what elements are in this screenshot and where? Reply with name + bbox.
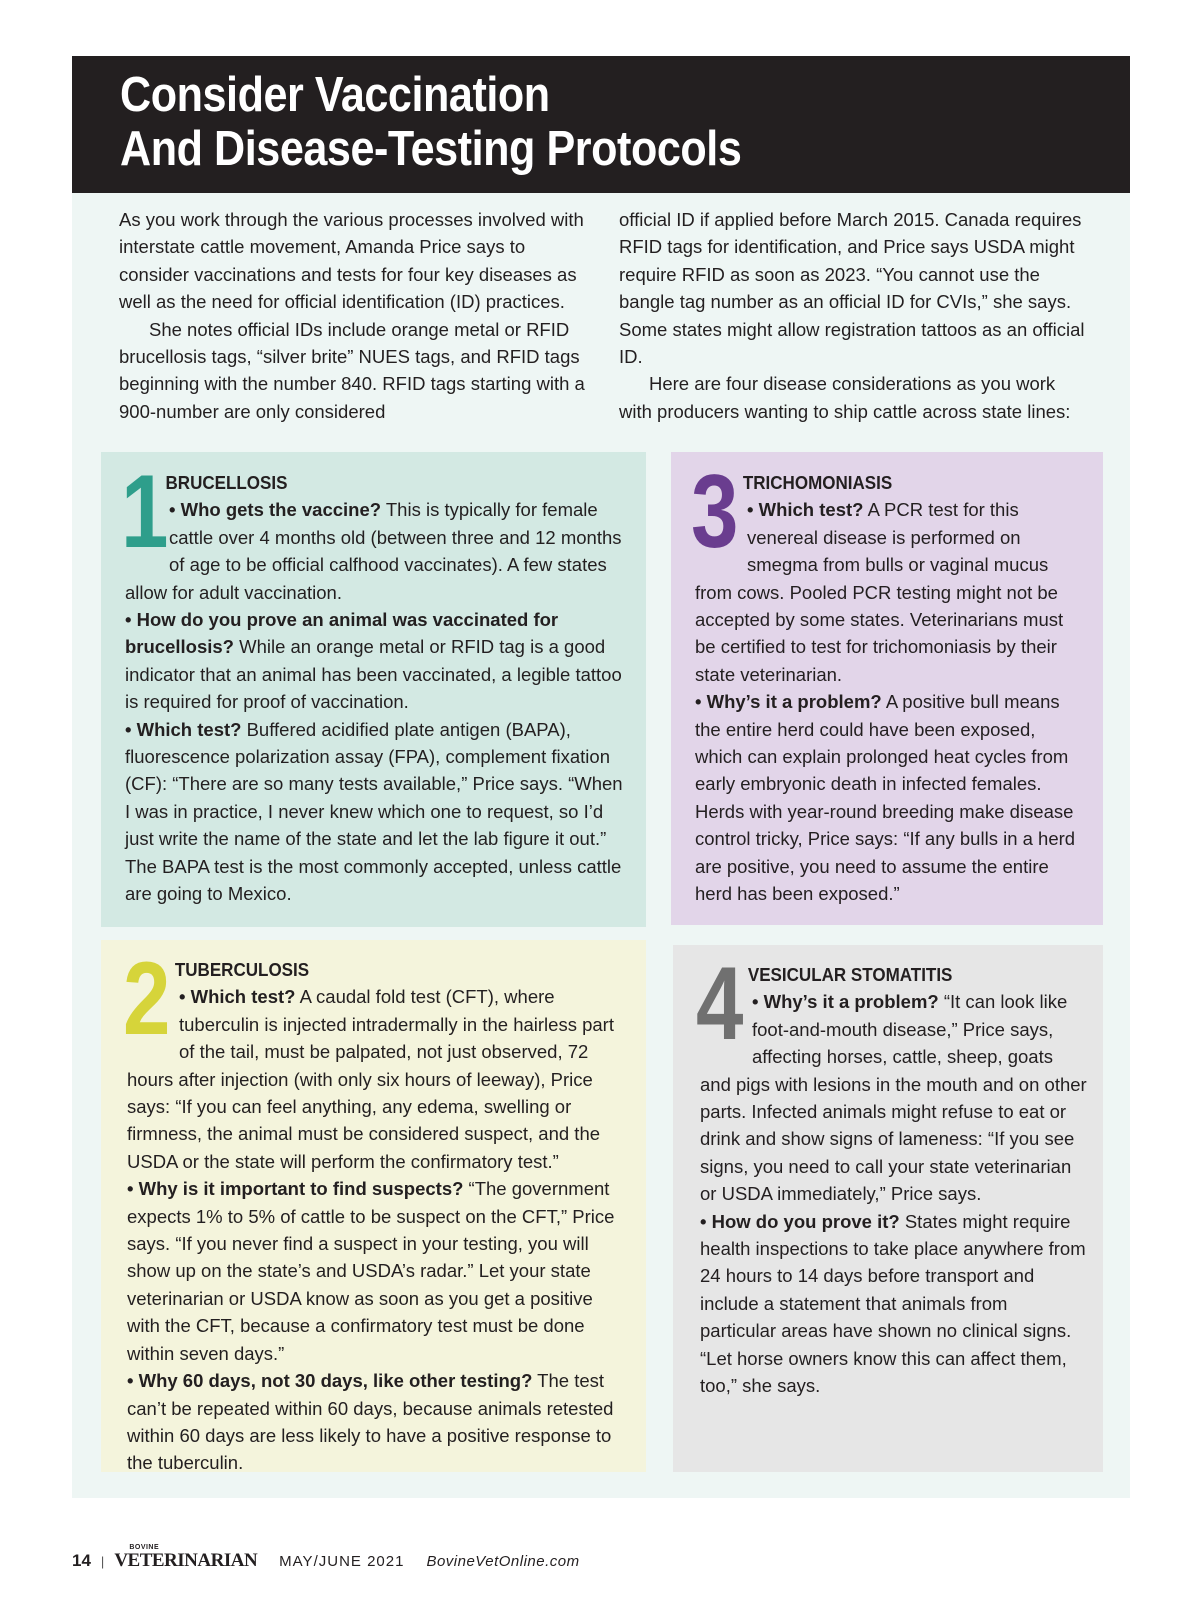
intro-paragraph: official ID if applied before March 2015. Canada requires RFID tags for identification, and Price says USDA might require RFID as soon as 2023. “You cannot use the bangle tag number as an official ID for CVIs,” she says. Some states might allow registration tattoos as an official ID. <box>619 209 1085 368</box>
box-answer: A caudal fold test (CFT), where tuberculin is injected intradermally in the hairless part of the tail, must be palpated, not just observed, 72 hours after injection (with only six hours of leeway), Price says: “If you can feel anything, any edema, swelling or firmness, the animal must be considered suspect, and the USDA or the state will perform the confirmatory test.” <box>127 986 614 1172</box>
box-heading: TRICHOMONIASIS <box>742 472 893 493</box>
box-answer: “The government expects 1% to 5% of cattle to be suspect on the CFT,” Price says. “If you never find a suspect in your testing, you will show up on the state’s and USDA’s radar.” Let your state veterinarian or USDA know as soon as you get a positive with the CFT, because a confirmatory test must be done within seven days.” <box>127 1178 615 1364</box>
box-question: • Why’s it a problem? <box>752 991 939 1013</box>
magazine-logo <box>114 1544 258 1572</box>
box-heading: VESICULAR STOMATITIS <box>747 964 953 985</box>
box-heading: BRUCELLOSIS <box>165 472 288 493</box>
box-item <box>125 606 624 716</box>
intro-column-left <box>119 206 591 425</box>
box-number: 4 <box>696 946 744 1062</box>
title-line-2: And Disease-Testing Protocols <box>120 122 742 176</box>
box-number: 3 <box>691 454 739 570</box>
box-answer: The test can’t be repeated within 60 days, because animals retested within 60 days are less likely to have a positive response to the tuberculin. <box>127 1370 614 1474</box>
intro-paragraph: She notes official IDs include orange metal or RFID brucellosis tags, “silver brite” NUES tags, and RFID tags beginning with the number 840. RFID tags starting with a 900-number are only considered <box>119 318 585 422</box>
box-item <box>127 1175 622 1367</box>
box-item <box>700 1208 1087 1400</box>
box-question: • How do you prove an animal was vaccinated for brucellosis? <box>125 609 559 658</box>
article-title <box>120 68 741 176</box>
box-answer: Buffered acidified plate antigen (BAPA), fluorescence polarization assay (FPA), complement fixation (CF): “There are so many tests available,” Price says. “When I was in practice, I never knew which one to request, so I’d just write the name of the state and let the lab figure it out.” The BAPA test is the most commonly accepted, unless cattle are going to Mexico. <box>125 718 623 905</box>
box-answer: This is typically for female cattle over 4 months old (between three and 12 months of age to be official calfhood vaccinates). A few states allow for adult vaccination. <box>125 499 622 603</box>
box-answer: A positive bull means the entire herd could have been exposed, which can explain prolonged heat cycles from early embryonic death in infected females. Herds with year-round breeding make disease control tricky, Price says: “If any bulls in a herd are positive, you need to assume the entire herd has been exposed.” <box>695 691 1076 905</box>
box-question: • Why’s it a problem? <box>695 691 882 713</box>
logo-text: VETERINARIAN <box>114 1550 258 1571</box>
intro-paragraph: Here are four disease considerations as you work with producers wanting to ship cattle across state lines: <box>619 373 1071 422</box>
vesicular-stomatitis-box <box>673 945 1103 1472</box>
logo-small-text: BOVINE <box>129 1544 160 1551</box>
box-question: • Which test? <box>125 718 242 740</box>
intro-paragraph: As you work through the various processes involved with interstate cattle movement, Amanda Price says to consider vaccinations and tests for four key diseases as well as the need for official identification (ID) practices. <box>119 209 584 313</box>
box-number: 2 <box>123 941 171 1057</box>
box-item <box>127 983 622 1175</box>
box-question: • Which test? <box>179 986 296 1008</box>
box-answer: While an orange metal or RFID tag is a good indicator that an animal has been vaccinated, a legible tattoo is required for proof of vaccination. <box>125 636 622 713</box>
box-question: • Which test? <box>747 499 864 521</box>
box-item <box>695 496 1085 688</box>
website-url: BovineVetOnline.com <box>426 1552 580 1570</box>
box-question: • Who gets the vaccine? <box>169 499 382 521</box>
box-item <box>700 988 1087 1207</box>
footer-separator: | <box>100 1553 105 1569</box>
box-answer: “It can look like foot-and-mouth disease,” Price says, affecting horses, cattle, sheep, goats and pigs with lesions in the mouth and on other parts. Infected animals might refuse to eat or drink and show signs of lameness: “If you see signs, you need to call your state veterinarian or USDA immediately,” Price says. <box>700 991 1087 1205</box>
trichomoniasis-box <box>671 452 1103 925</box>
box-number: 1 <box>121 454 169 570</box>
box-item <box>695 688 1085 907</box>
brucellosis-box <box>101 452 646 927</box>
title-bar <box>72 56 1130 193</box>
box-question: • How do you prove it? <box>700 1210 900 1232</box>
box-item <box>125 496 624 606</box>
box-answer: States might require health inspections to take place anywhere from 24 hours to 14 days before transport and include a statement that animals from particular areas have shown no clinical signs. “Let horse owners know this can affect them, too,” she says. <box>700 1210 1086 1397</box>
box-answer: A PCR test for this venereal disease is performed on smegma from bulls or vaginal mucus from cows. Pooled PCR testing might not be accepted by some states. Veterinarians must be certified to test for trichomoniasis by their state veterinarian. <box>695 499 1064 685</box>
title-line-1: Consider Vaccination <box>120 68 550 122</box>
box-item <box>125 716 624 908</box>
box-item <box>127 1367 622 1477</box>
page-footer <box>72 1546 580 1576</box>
intro-column-right <box>619 206 1091 425</box>
issue-date: MAY/JUNE 2021 <box>279 1552 405 1570</box>
tuberculosis-box <box>101 940 646 1472</box>
page-number: 14 <box>72 1551 91 1570</box>
box-heading: TUBERCULOSIS <box>174 959 310 980</box>
box-question: • Why is it important to find suspects? <box>127 1178 464 1200</box>
box-question: • Why 60 days, not 30 days, like other testing? <box>127 1370 533 1392</box>
